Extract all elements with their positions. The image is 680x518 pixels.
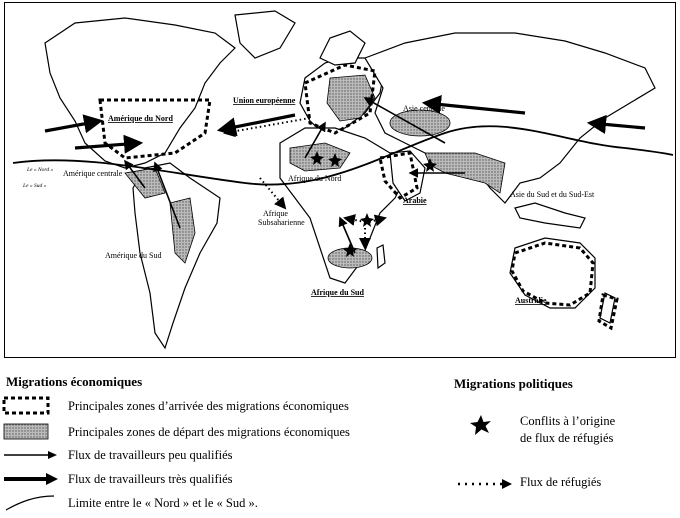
high-skilled-flow-arrow [590, 123, 645, 128]
label-nord-marker: Le « Nord » [27, 167, 54, 173]
greenland-landmass [235, 11, 295, 58]
conflicts-label-line2: de flux de réfugiés [520, 431, 614, 445]
map-canvas [5, 3, 677, 359]
legend-north-south-limit [0, 492, 258, 514]
label-afrique-nord: Afrique du Nord [288, 174, 342, 183]
label-amerique-nord-1: Amérique du Nord [108, 114, 173, 123]
label-asie-sud: Asie du Sud et du Sud-Est [510, 190, 595, 199]
indonesia-landmass [515, 203, 585, 228]
label-afrique-subsaharienne-2: Subsaharienne [258, 218, 305, 227]
label-union-europeenne: Union européenne [233, 96, 296, 105]
north-south-limit-symbol [0, 492, 60, 514]
low-skilled-symbol [0, 444, 60, 466]
refugee-flow-symbol [456, 476, 516, 492]
legend-low-skilled [0, 444, 233, 466]
legend-high-skilled [0, 468, 233, 490]
world-migration-map [4, 2, 676, 358]
legend [0, 358, 680, 518]
conflict-legend-symbol [466, 412, 496, 442]
label-afrique-sud: Afrique du Sud [311, 288, 364, 297]
label-afrique-subsaharienne-1: Afrique [263, 209, 288, 218]
north-america-landmass [45, 18, 235, 168]
label-amerique-centrale: Amérique centrale [63, 169, 123, 178]
departure-zones-label: Principales zones de départ des migrations économiques [68, 424, 350, 439]
arrival-zones-label: Principales zones d’arrivée des migrations économiques [68, 398, 349, 413]
label-arabie: Arabie [403, 196, 427, 205]
legend-departure-zones [0, 421, 350, 443]
arrival-zone-symbol [0, 395, 60, 417]
high-skilled-symbol [0, 468, 60, 490]
label-australie: Australie [515, 296, 547, 305]
low-skilled-label: Flux de travailleurs peu qualifiés [68, 447, 233, 462]
madagascar-landmass [377, 245, 385, 268]
high-skilled-flow-arrow [220, 115, 295, 130]
legend-arrival-zones [0, 395, 349, 417]
departure-zone-symbol [0, 421, 60, 443]
north-south-limit-label: Limite entre le « Nord » et le « Sud ». [68, 495, 258, 510]
refugee-flows-label: Flux de réfugiés [520, 475, 602, 489]
departure-zone-central-asia [390, 110, 450, 136]
label-sud-marker: Le « Sud » [23, 183, 47, 189]
political-migrations-heading: Migrations politiques [454, 376, 573, 391]
economic-migrations-heading: Migrations économiques [6, 374, 143, 389]
conflicts-label-line1: Conflits à l’origine [520, 414, 616, 428]
label-amerique-sud: Amérique du Sud [105, 251, 162, 260]
refugee-flow-arrow [260, 178, 285, 208]
high-skilled-label: Flux de travailleurs très qualifiés [68, 471, 233, 486]
label-asie-centrale: Asie centrale [403, 104, 445, 113]
